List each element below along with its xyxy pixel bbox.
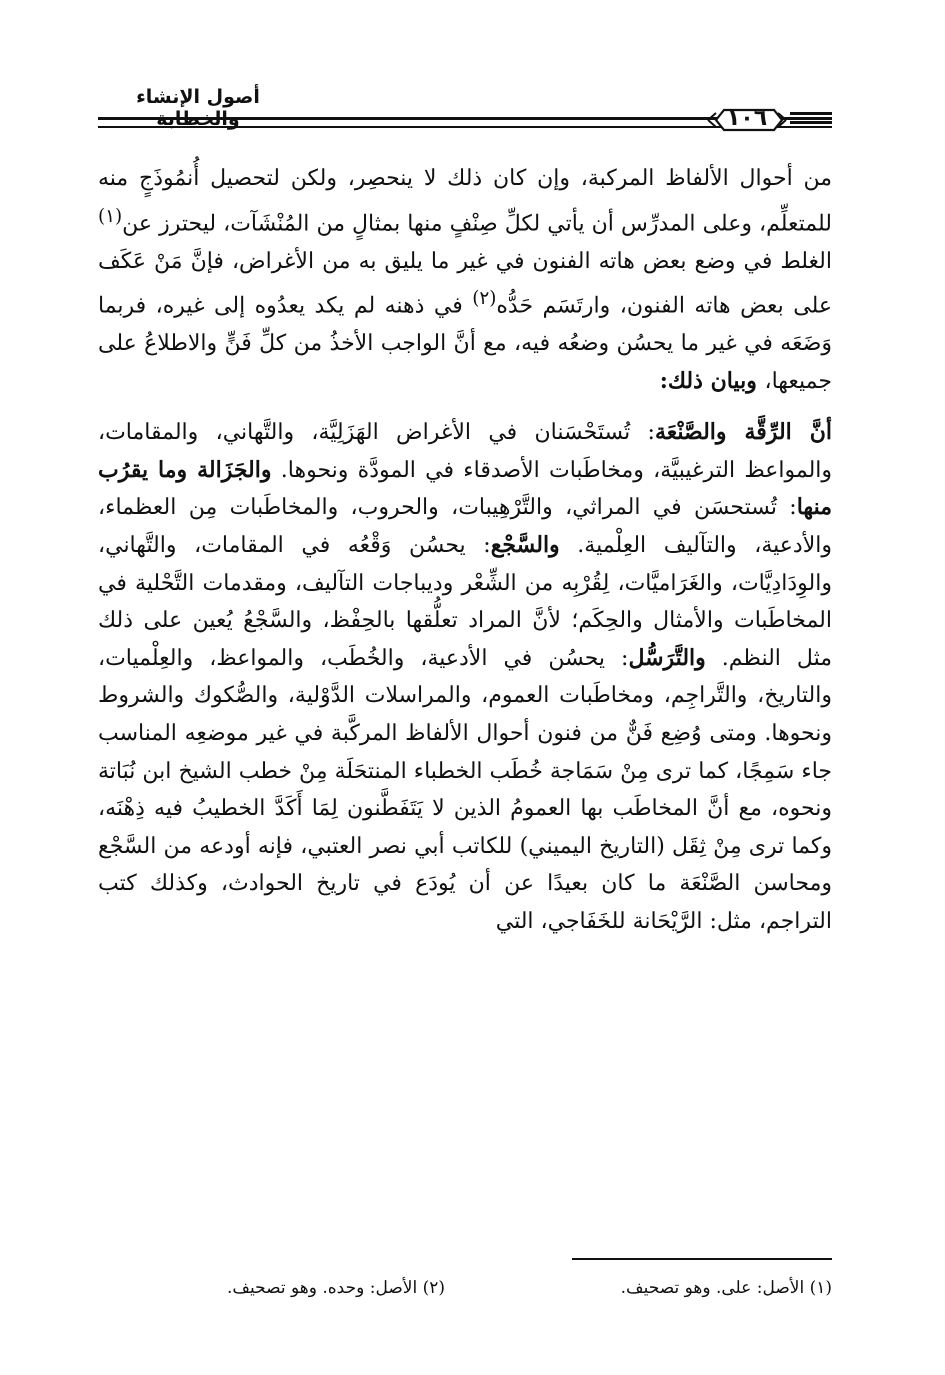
paragraph (98, 414, 832, 940)
bold-term: أنَّ الرِّقَّة والصَّنْعَة (654, 419, 832, 446)
footnote-separator (572, 1258, 832, 1260)
bold-term: والجَزَالة وما يقرُب منها (98, 456, 832, 521)
footnote-2: (٢) الأصل: وحده. وهو تصحيف. (227, 1278, 445, 1298)
text-run: : يحسُن وَقْعُه في المقامات، والتَّهاني، والوِدَادِيَّات، والغَرَاميَّات، لِقُرْبِه من الشِّعْر وديباجات التآليف، ومقدمات التَّحْلية في المخاطَبات والأمثال والحِكَم؛ لأنَّ المراد تعلُّقها بالحِفْظ، والسَّجْعُ يُعين على ذلك مثل النظم. (98, 533, 832, 671)
body-text (98, 160, 832, 941)
running-title: أصول الإنشاء (136, 86, 260, 108)
paragraph (98, 160, 832, 400)
text-run: : يحسُن في الأدعية، والخُطَب، والمواعظ، والعِلْميات، والتاريخ، والتَّراجِم، ومخاطَبات العموم، والمراسلات الدَّوْلية، والصُّكوك والشروط ونحوها. ومتى وُضِع فَنٌّ من فنون أحوال الألفاظ المركَّبة في غير موضعِه المناسب جاء سَمِجًا، كما ترى مِنْ سَمَاجة خُطَب الخطباء المنتحَلَة مِنْ خطب الشيخ ابن نُبَاتة ونحوه، مع أنَّ المخاطَب بها العمومُ الذين لا يَتَفَطَّنون لِمَا أَكَدَّ الخطيبُ فيه ذِهْنَه، وكما ترى مِنْ ثِقَل (التاريخ اليميني) للكاتب أبي نصر العتبي، فإنه أودعه من السَّجْع ومحاسن الصَّنْعَة ما كان بعيدًا عن أن يُودَع في تاريخ الحوادث، وكذلك كتب التراجم، مثل: الرَّيْحَانة للخَفَاجي، التي (98, 645, 832, 934)
footnote-1: (١) الأصل: على. وهو تصحيف. (620, 1278, 832, 1298)
page-number: ١٠٦ (726, 106, 768, 131)
text-run: في ذهنه لم يكد يعدُوه إلى غيره، فربما وَضَعَه في غير ما يحسُن وضعُه فيه، مع أنَّ الواجب الأخذُ من كلِّ فَنٍّ والاطلاعُ على جميعها، (98, 293, 832, 394)
header-rule (790, 112, 832, 115)
text-run: الغلط في وضع بعض هاته الفنون في غير ما يليق به من الأغراض، فإنَّ مَنْ عَكَف على بعض هاته الفنون، وارتَسَم حَدُّه (98, 248, 832, 319)
footnote-marker: (٢) (472, 288, 497, 310)
footnote-marker: (١) (98, 205, 123, 227)
bold-term: والسَّجْع (490, 532, 560, 558)
text-run: من أحوال الألفاظ المركبة، وإن كان ذلك لا ينحصِر، ولكن لتحصيل أُنمُوذَجٍ منه للمتعلِّم، وعلى المدرِّس أن يأتي لكلِّ صِنْفٍ منها بمثالٍ من المُنْشَآت، ليحترز عن (98, 166, 832, 236)
bold-term: والتَّرَسُّل (628, 644, 706, 671)
bold-phrase: وبيان ذلك: (659, 367, 765, 394)
header-rule (790, 121, 832, 124)
text-run: : تُستحسَن في المراثي، والتَّرْهِيبات، والحروب، والمخاطَبات مِن العظماء، والأدعية، والتآليف العِلْمية. (98, 495, 833, 558)
text-run: : تُستَحْسَنان في الأغراض الهَزَلِيَّة، والتَّهاني، والمقامات، والمواعظ الترغيبيَّة، ومخاطَبات الأصدقاء في المودَّة ونحوها. (98, 420, 833, 483)
